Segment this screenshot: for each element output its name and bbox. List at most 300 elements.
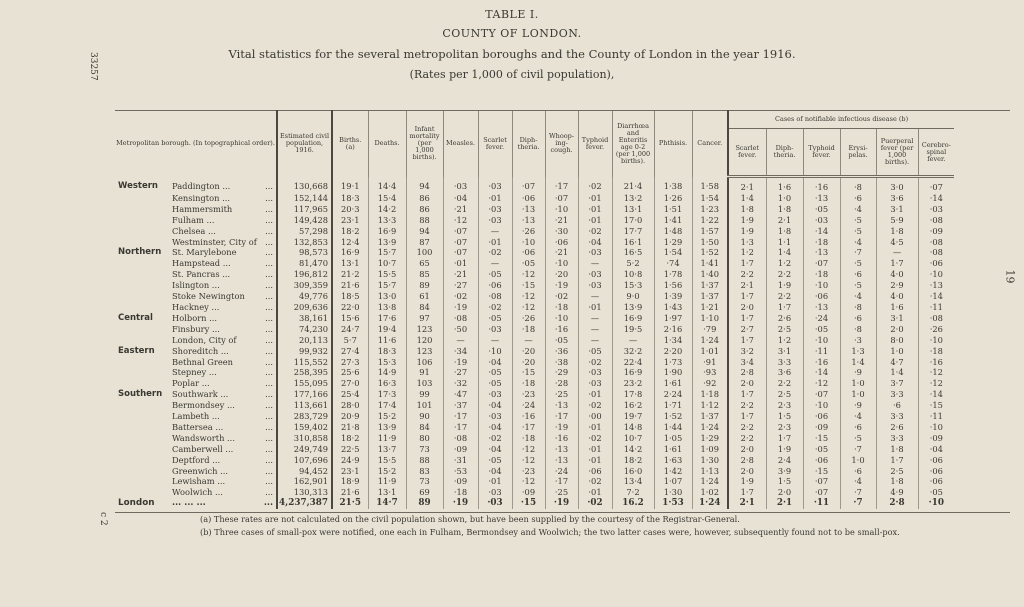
cell-cancer: 1·09 — [692, 444, 728, 455]
cell-cases-typhoid: ·14 — [803, 367, 840, 378]
cell-cases-scarlet: 1·9 — [728, 226, 766, 237]
cell-cases-erysipelas: ·6 — [840, 269, 876, 280]
table-number: TABLE I. — [485, 8, 539, 21]
cell-deaths: 15·5 — [368, 269, 406, 280]
cell-population: 117,965 — [277, 204, 332, 215]
cell-cases-typhoid: ·10 — [803, 400, 840, 411]
cell-measles: ·19 — [443, 357, 478, 368]
region-label — [115, 357, 170, 368]
cell-diarrhoea: 22·4 — [612, 357, 654, 368]
cell-measles: ·19 — [443, 302, 478, 313]
cell-diarrhoea: 16·0 — [612, 466, 654, 477]
cell-infant-mortality: 65 — [406, 258, 443, 269]
cell-measles: ·07 — [443, 226, 478, 237]
cell-typhoid: — — [578, 291, 612, 302]
cell-births: 21·6 — [332, 280, 368, 291]
cell-whooping-cough: ·10 — [545, 258, 578, 269]
region-label — [115, 378, 170, 389]
borough-name — [170, 247, 277, 258]
cell-cases-diphtheria: 2·6 — [766, 313, 803, 324]
col-cancer: Cancer. — [692, 111, 728, 177]
cell-scarlet-fever: ·02 — [478, 247, 512, 258]
cell-cases-diphtheria: 1·7 — [766, 302, 803, 313]
cell-cases-diphtheria: 2·5 — [766, 389, 803, 400]
cell-phthisis: 1·05 — [654, 433, 692, 444]
table-row — [115, 313, 1010, 324]
cell-births: 18·2 — [332, 226, 368, 237]
footnote-a: (a) These rates are not calculated on the civil population shown, but have been supplied by the courtesy of the Registrar-General. — [200, 514, 740, 524]
cell-cases-erysipelas: ·5 — [840, 215, 876, 226]
cell-diarrhoea: 16.2 — [612, 498, 654, 509]
cell-cases-cerebrospinal: ·09 — [918, 433, 954, 444]
leader-dots: ... — [265, 389, 274, 400]
cell-cases-typhoid: ·11 — [803, 498, 840, 509]
cell-diphtheria: ·13 — [512, 215, 545, 226]
cell-scarlet-fever: ·03 — [478, 204, 512, 215]
cell-deaths: 15·3 — [368, 357, 406, 368]
cell-cases-diphtheria: 1·2 — [766, 258, 803, 269]
cell-population: 4,237,387 — [277, 498, 332, 509]
cell-cases-puerperal: 3·1 — [876, 204, 918, 215]
cell-cases-cerebrospinal: ·13 — [918, 280, 954, 291]
region-label — [115, 258, 170, 269]
leader-dots: ... — [265, 258, 274, 269]
cell-cases-erysipelas: ·9 — [840, 367, 876, 378]
leader-dots: ... — [265, 203, 274, 214]
blank-cell — [954, 422, 1010, 433]
cell-cases-typhoid: ·10 — [803, 280, 840, 291]
table-row — [115, 177, 1010, 193]
cell-cases-puerperal: 1·4 — [876, 367, 918, 378]
cell-typhoid: ·05 — [578, 346, 612, 357]
cell-births: 13·1 — [332, 258, 368, 269]
cell-cases-typhoid: ·10 — [803, 335, 840, 346]
cell-cases-cerebrospinal: ·10 — [918, 269, 954, 280]
region-label — [115, 444, 170, 455]
cell-phthisis: 1·78 — [654, 269, 692, 280]
cell-cancer: 1·50 — [692, 237, 728, 248]
cell-phthisis: 1·90 — [654, 367, 692, 378]
cell-deaths: 13·7 — [368, 444, 406, 455]
cell-typhoid: ·02 — [578, 433, 612, 444]
cell-cases-diphtheria: 2·4 — [766, 455, 803, 466]
cell-diarrhoea: 32·2 — [612, 346, 654, 357]
cell-diarrhoea: — — [612, 335, 654, 346]
cell-cases-typhoid: ·13 — [803, 193, 840, 204]
page-number: 19 — [1003, 269, 1017, 284]
cell-cases-erysipelas: 1·0 — [840, 378, 876, 389]
cell-population: 57,298 — [277, 226, 332, 237]
cell-infant-mortality: 89 — [406, 498, 443, 509]
leader-dots: ... — [265, 312, 274, 323]
cell-whooping-cough: ·18 — [545, 302, 578, 313]
cell-deaths: 15·7 — [368, 247, 406, 258]
borough-name-text: Bethnal Green — [172, 356, 234, 367]
cell-diphtheria: ·15 — [512, 498, 545, 509]
col-whooping-cough: Whoop-ing-cough. — [545, 111, 578, 177]
cell-infant-mortality: 73 — [406, 476, 443, 487]
cell-cancer: 1·37 — [692, 280, 728, 291]
cell-cases-puerperal: 1·7 — [876, 258, 918, 269]
cell-infant-mortality: 88 — [406, 455, 443, 466]
cell-whooping-cough: ·29 — [545, 367, 578, 378]
borough-name-text: Westminster, City of — [172, 236, 257, 247]
cell-cases-puerperal: 4·0 — [876, 269, 918, 280]
cell-measles: ·01 — [443, 258, 478, 269]
cell-typhoid: — — [578, 313, 612, 324]
cell-population: 115,552 — [277, 357, 332, 368]
cell-typhoid: ·02 — [578, 226, 612, 237]
cell-deaths: 13·1 — [368, 487, 406, 498]
col-population: Estimated civil population, 1916. — [277, 111, 332, 177]
cell-measles: ·53 — [443, 466, 478, 477]
table-row — [115, 280, 1010, 291]
blank-cell — [954, 466, 1010, 477]
borough-name-text: Chelsea ... — [172, 225, 216, 236]
cell-cases-scarlet: 1·7 — [728, 291, 766, 302]
region-label — [115, 302, 170, 313]
cell-infant-mortality: 83 — [406, 466, 443, 477]
cell-diarrhoea: 15·3 — [612, 280, 654, 291]
cell-births: 27·4 — [332, 346, 368, 357]
cell-cancer: 1·24 — [692, 476, 728, 487]
cell-diarrhoea: 16·9 — [612, 313, 654, 324]
cell-cases-scarlet: 1·4 — [728, 193, 766, 204]
region-label — [115, 487, 170, 498]
cell-measles: ·07 — [443, 237, 478, 248]
cell-measles: ·17 — [443, 411, 478, 422]
borough-name — [170, 324, 277, 335]
cell-typhoid: ·01 — [578, 302, 612, 313]
leader-dots: ... — [265, 476, 274, 487]
cell-whooping-cough: ·24 — [545, 466, 578, 477]
leader-dots: ... — [265, 323, 274, 334]
cell-cases-diphtheria: 1·9 — [766, 280, 803, 291]
cell-cases-diphtheria: 2·1 — [766, 215, 803, 226]
cell-typhoid: ·03 — [578, 247, 612, 258]
blank-cell — [954, 378, 1010, 389]
cell-phthisis: 1·53 — [654, 498, 692, 509]
cell-cases-diphtheria: 1·8 — [766, 226, 803, 237]
cell-whooping-cough: ·19 — [545, 498, 578, 509]
cell-cases-puerperal: 8·0 — [876, 335, 918, 346]
cell-phthisis: 1·61 — [654, 444, 692, 455]
cell-diphtheria: ·12 — [512, 269, 545, 280]
borough-name-text: Woolwich ... — [172, 487, 223, 498]
cell-cases-diphtheria: 2·2 — [766, 378, 803, 389]
cell-diarrhoea: 19·7 — [612, 411, 654, 422]
table-row — [115, 291, 1010, 302]
cell-cancer: 1·54 — [692, 193, 728, 204]
cell-cancer: 1·18 — [692, 389, 728, 400]
cell-cases-diphtheria: 3·1 — [766, 346, 803, 357]
leader-dots: ... — [265, 192, 274, 203]
blank-cell — [954, 177, 1010, 193]
cell-scarlet-fever: ·01 — [478, 193, 512, 204]
cell-cases-scarlet: 2·0 — [728, 302, 766, 313]
table-row — [115, 455, 1010, 466]
cell-diphtheria: ·24 — [512, 400, 545, 411]
cell-whooping-cough: ·19 — [545, 422, 578, 433]
col-cases-typhoid: Typhoid fever. — [803, 129, 840, 177]
cell-cases-diphtheria: 1·5 — [766, 411, 803, 422]
cell-cases-typhoid: ·05 — [803, 444, 840, 455]
cell-phthisis: 1·48 — [654, 226, 692, 237]
cell-population: 74,230 — [277, 324, 332, 335]
cell-phthisis: 1·34 — [654, 335, 692, 346]
cell-phthisis: 1·07 — [654, 476, 692, 487]
cell-diarrhoea: 23·2 — [612, 378, 654, 389]
cell-births: 21·5 — [332, 498, 368, 509]
cell-scarlet-fever: — — [478, 226, 512, 237]
cell-diphtheria: ·26 — [512, 313, 545, 324]
cell-deaths: 13·9 — [368, 422, 406, 433]
cell-cases-typhoid: ·15 — [803, 433, 840, 444]
cell-cases-diphtheria: 2·5 — [766, 324, 803, 335]
cell-scarlet-fever: ·03 — [478, 498, 512, 509]
cell-cases-typhoid: ·03 — [803, 215, 840, 226]
cell-cancer: 1·37 — [692, 411, 728, 422]
cell-cancer: ·79 — [692, 324, 728, 335]
cell-cancer: 1·12 — [692, 400, 728, 411]
cell-measles: ·34 — [443, 346, 478, 357]
cell-phthisis: 1·51 — [654, 204, 692, 215]
cell-measles: — — [443, 335, 478, 346]
cell-cases-scarlet: 2·7 — [728, 324, 766, 335]
cell-whooping-cough: ·10 — [545, 204, 578, 215]
region-label: Northern — [118, 247, 162, 258]
cell-deaths: 15·4 — [368, 193, 406, 204]
borough-name — [170, 498, 277, 509]
cell-diarrhoea: 5·2 — [612, 258, 654, 269]
cell-whooping-cough: ·13 — [545, 455, 578, 466]
cell-scarlet-fever: ·01 — [478, 237, 512, 248]
cell-measles: ·19 — [443, 498, 478, 509]
cell-cases-scarlet: 1·7 — [728, 411, 766, 422]
blank-cell — [954, 455, 1010, 466]
cell-cases-typhoid: ·24 — [803, 313, 840, 324]
cell-births: 15·6 — [332, 313, 368, 324]
col-typhoid: Typhoid fever. — [578, 111, 612, 177]
cell-cases-typhoid: ·07 — [803, 389, 840, 400]
cell-deaths: 14·7 — [368, 498, 406, 509]
cell-deaths: 19·4 — [368, 324, 406, 335]
blank-cell — [954, 237, 1010, 248]
cell-cases-cerebrospinal: ·18 — [918, 346, 954, 357]
cell-typhoid: ·01 — [578, 204, 612, 215]
cell-diphtheria: ·07 — [512, 177, 545, 193]
table-row — [115, 346, 1010, 357]
cell-population: 107,696 — [277, 455, 332, 466]
leader-dots: ... — [265, 400, 274, 411]
blank-cell — [954, 193, 1010, 204]
cell-population: 130,668 — [277, 177, 332, 193]
region-label — [115, 400, 170, 411]
cell-cases-puerperal: 3·6 — [876, 193, 918, 204]
blank-cell — [954, 226, 1010, 237]
cell-typhoid: ·06 — [578, 466, 612, 477]
borough-name-text: Lewisham ... — [172, 476, 226, 487]
col-cases-erysipelas: Erysi-pelas. — [840, 129, 876, 177]
cell-cases-erysipelas: ·4 — [840, 237, 876, 248]
borough-name-text: Stoke Newington — [172, 291, 245, 302]
cell-cases-diphtheria: 2·2 — [766, 269, 803, 280]
cell-diarrhoea: 14·2 — [612, 444, 654, 455]
cell-measles: ·50 — [443, 324, 478, 335]
cell-cases-scarlet: 2·0 — [728, 378, 766, 389]
cell-cancer: 1·24 — [692, 335, 728, 346]
cell-scarlet-fever: ·03 — [478, 389, 512, 400]
cell-cases-puerperal: 3·3 — [876, 411, 918, 422]
cell-infant-mortality: 106 — [406, 357, 443, 368]
cell-births: 20·3 — [332, 204, 368, 215]
cell-whooping-cough: ·16 — [545, 433, 578, 444]
leader-dots: ... — [263, 498, 274, 509]
cell-phthisis: 1·97 — [654, 313, 692, 324]
borough-name-text: Finsbury ... — [172, 323, 220, 334]
cell-cases-puerperal: ·6 — [876, 400, 918, 411]
cell-cases-diphtheria: 1·5 — [766, 476, 803, 487]
cell-cases-cerebrospinal: ·06 — [918, 466, 954, 477]
blank-cell — [954, 346, 1010, 357]
cell-cases-erysipelas: ·6 — [840, 422, 876, 433]
cell-cases-typhoid: ·07 — [803, 258, 840, 269]
cell-phthisis: 1·61 — [654, 378, 692, 389]
borough-name-text: Hackney ... — [172, 301, 220, 312]
cell-cases-scarlet: 2·2 — [728, 269, 766, 280]
cell-cases-erysipelas: ·6 — [840, 313, 876, 324]
cell-deaths: 14·4 — [368, 177, 406, 193]
cell-cases-puerperal: 1·7 — [876, 455, 918, 466]
cell-cases-cerebrospinal: ·11 — [918, 302, 954, 313]
leader-dots: ... — [265, 443, 274, 454]
cell-diarrhoea: 10·8 — [612, 269, 654, 280]
col-deaths: Deaths. — [368, 111, 406, 177]
cell-cases-scarlet: 1·9 — [728, 476, 766, 487]
cell-whooping-cough: ·21 — [545, 247, 578, 258]
cell-scarlet-fever: ·08 — [478, 291, 512, 302]
cell-scarlet-fever: ·05 — [478, 378, 512, 389]
cell-cases-scarlet: 1·2 — [728, 247, 766, 258]
cell-cases-puerperal: 2·8 — [876, 498, 918, 509]
total-row — [115, 498, 1010, 509]
cell-cases-erysipelas: ·3 — [840, 335, 876, 346]
cell-cases-erysipelas: ·7 — [840, 498, 876, 509]
cell-infant-mortality: 87 — [406, 237, 443, 248]
cell-phthisis: 1·39 — [654, 291, 692, 302]
cell-diarrhoea: 17·8 — [612, 389, 654, 400]
cell-infant-mortality: 120 — [406, 335, 443, 346]
cell-cases-puerperal: 4·7 — [876, 357, 918, 368]
cell-diphtheria: ·12 — [512, 291, 545, 302]
cell-measles: ·21 — [443, 204, 478, 215]
cell-whooping-cough: ·06 — [545, 237, 578, 248]
cell-cases-scarlet: 2·2 — [728, 433, 766, 444]
cell-cases-erysipelas: ·4 — [840, 476, 876, 487]
cell-cases-diphtheria: 1·7 — [766, 433, 803, 444]
cell-diphtheria: ·15 — [512, 280, 545, 291]
cell-cases-scarlet: 1·3 — [728, 237, 766, 248]
cell-cases-puerperal: 1·8 — [876, 226, 918, 237]
cell-whooping-cough: ·05 — [545, 335, 578, 346]
blank-cell — [954, 324, 1010, 335]
cell-births: 21·6 — [332, 487, 368, 498]
cell-cases-cerebrospinal: ·10 — [918, 498, 954, 509]
cell-whooping-cough: ·19 — [545, 280, 578, 291]
cell-diphtheria: ·12 — [512, 476, 545, 487]
cell-cases-puerperal: 1·8 — [876, 476, 918, 487]
cell-population: 196,812 — [277, 269, 332, 280]
cell-infant-mortality: 84 — [406, 422, 443, 433]
region-label — [115, 226, 170, 237]
table-row — [115, 367, 1010, 378]
cell-diphtheria: ·23 — [512, 389, 545, 400]
cell-cancer: 1·21 — [692, 302, 728, 313]
cell-diarrhoea: 9·0 — [612, 291, 654, 302]
rates-note: (Rates per 1,000 of civil population), — [409, 68, 615, 81]
cell-diphtheria: ·20 — [512, 357, 545, 368]
cell-cancer: 1·37 — [692, 291, 728, 302]
cell-cancer: 1·02 — [692, 487, 728, 498]
cell-phthisis: 1·42 — [654, 466, 692, 477]
table-bottom-rule — [115, 512, 1010, 513]
cell-deaths: 15·2 — [368, 411, 406, 422]
cell-typhoid: ·01 — [578, 444, 612, 455]
col-infant-mortality: Infant mortality (per 1,000 births). — [406, 111, 443, 177]
cell-cases-scarlet: 1·7 — [728, 335, 766, 346]
cell-scarlet-fever: ·04 — [478, 466, 512, 477]
cell-typhoid: ·01 — [578, 215, 612, 226]
col-phthisis: Phthisis. — [654, 111, 692, 177]
cell-cases-diphtheria: 3·9 — [766, 466, 803, 477]
borough-name — [170, 433, 277, 444]
cell-cases-cerebrospinal: ·15 — [918, 400, 954, 411]
cell-cancer: ·92 — [692, 378, 728, 389]
cell-whooping-cough: ·38 — [545, 357, 578, 368]
cell-cases-scarlet: 1·7 — [728, 313, 766, 324]
region-label — [115, 215, 170, 226]
cell-scarlet-fever: ·03 — [478, 215, 512, 226]
cell-phthisis: 1·63 — [654, 455, 692, 466]
table-row — [115, 433, 1010, 444]
cell-cases-puerperal: 4·9 — [876, 487, 918, 498]
cell-measles: ·02 — [443, 291, 478, 302]
cell-cases-scarlet: 2·2 — [728, 400, 766, 411]
borough-name — [170, 378, 277, 389]
cell-deaths: 11·9 — [368, 433, 406, 444]
leader-dots: ... — [265, 291, 274, 302]
cell-diphtheria: ·12 — [512, 444, 545, 455]
cell-cases-diphtheria: 1·0 — [766, 193, 803, 204]
cell-births: 20·9 — [332, 411, 368, 422]
cell-population: 155,095 — [277, 378, 332, 389]
region-label: Southern — [118, 389, 163, 400]
leader-dots: ... — [265, 214, 274, 225]
cell-population: 152,144 — [277, 193, 332, 204]
region-label: Western — [118, 181, 158, 192]
region-label — [115, 204, 170, 215]
cell-cases-cerebrospinal: ·26 — [918, 324, 954, 335]
region-label — [115, 411, 170, 422]
cell-cases-cerebrospinal: ·14 — [918, 291, 954, 302]
cell-cancer: 1·57 — [692, 226, 728, 237]
blank-cell — [954, 476, 1010, 487]
table-row — [115, 422, 1010, 433]
region-label — [115, 193, 170, 204]
cell-births: 18·2 — [332, 433, 368, 444]
cell-cases-diphtheria: 2·2 — [766, 291, 803, 302]
cell-population: 209,636 — [277, 302, 332, 313]
